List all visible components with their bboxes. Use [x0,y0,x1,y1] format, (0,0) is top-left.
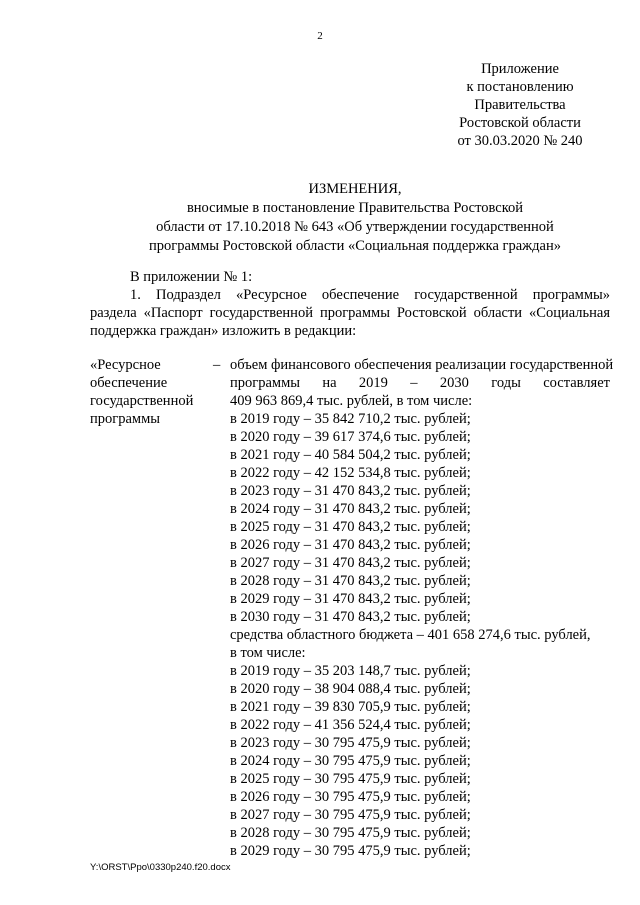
intro-line: В приложении № 1: [130,269,253,285]
document-title: ИЗМЕНЕНИЯ, [308,181,402,197]
regional-year-line: в 2024 году – 30 795 475,9 тыс. рублей; [230,753,471,769]
total-year-line: в 2025 году – 31 470 843,2 тыс. рублей; [230,519,471,535]
total-year-line: в 2028 году – 31 470 843,2 тыс. рублей; [230,573,471,589]
regional-year-line: в 2020 году – 38 904 088,4 тыс. рублей; [230,681,471,697]
total-year-line: в 2019 году – 35 842 710,2 тыс. рублей; [230,411,471,427]
total-year-line: в 2029 году – 31 470 843,2 тыс. рублей; [230,591,471,607]
file-path-footer: Y:\ORST\Ppo\0330p240.f20.docx [90,862,231,873]
total-year-line: в 2021 году – 40 584 504,2 тыс. рублей; [230,447,471,463]
heading-line: области от 17.10.2018 № 643 «Об утверждении государственной [156,219,554,235]
resource-label [90,356,200,428]
appendix-line: Ростовской области [459,115,581,131]
appendix-line: Приложение [481,61,559,77]
total-year-line: в 2030 году – 31 470 843,2 тыс. рублей; [230,609,471,625]
appendix-line: от 30.03.2020 № 240 [457,133,583,149]
document-heading [0,180,640,256]
regional-year-line: в 2029 году – 30 795 475,9 тыс. рублей; [230,843,471,859]
label-line: обеспечение [90,375,168,391]
regional-year-line: в 2026 году – 30 795 475,9 тыс. рублей; [230,789,471,805]
regional-year-line: в 2023 году – 30 795 475,9 тыс. рублей; [230,735,471,751]
separator-dash: – [213,357,221,373]
page-number: 2 [317,30,323,42]
total-year-line: в 2026 году – 31 470 843,2 тыс. рублей; [230,537,471,553]
total-year-line: в 2022 году – 42 152 534,8 тыс. рублей; [230,465,471,481]
intro-paragraph [90,268,610,340]
intro-line: раздела «Паспорт государственной программы Ростовской области «Социальная [90,305,610,321]
regional-line: средства областного бюджета – 401 658 274,6 тыс. рублей, [230,627,591,643]
appendix-line: к постановлению [466,79,574,95]
regional-year-line: в 2021 году – 39 830 705,9 тыс. рублей; [230,699,471,715]
total-line: программы на 2019 – 2030 годы составляет [230,375,610,391]
regional-year-line: в 2019 году – 35 203 148,7 тыс. рублей; [230,663,471,679]
appendix-line: Правительства [474,97,566,113]
label-line: «Ресурсное [90,357,161,373]
appendix-block [440,60,600,150]
intro-line: поддержка граждан» изложить в редакции: [90,323,357,339]
funding-details [230,356,614,860]
label-line: программы [90,411,160,427]
heading-line: программы Ростовской области «Социальная поддержка граждан» [149,238,561,254]
regional-year-line: в 2022 году – 41 356 524,4 тыс. рублей; [230,717,471,733]
total-year-line: в 2024 году – 31 470 843,2 тыс. рублей; [230,501,471,517]
regional-year-line: в 2028 году – 30 795 475,9 тыс. рублей; [230,825,471,841]
intro-line: 1. Подраздел «Ресурсное обеспечение государственной программы» [130,287,610,303]
heading-line: вносимые в постановление Правительства Ростовской [186,200,524,216]
regional-year-line: в 2025 году – 30 795 475,9 тыс. рублей; [230,771,471,787]
regional-year-line: в 2027 году – 30 795 475,9 тыс. рублей; [230,807,471,823]
total-line: объем финансового обеспечения реализации государственной [230,357,614,373]
label-line: государственной [90,393,194,409]
total-year-line: в 2027 году – 31 470 843,2 тыс. рублей; [230,555,471,571]
total-year-line: в 2020 году – 39 617 374,6 тыс. рублей; [230,429,471,445]
total-line: 409 963 869,4 тыс. рублей, в том числе: [230,393,473,409]
regional-line: в том числе: [230,645,306,661]
total-year-line: в 2023 году – 31 470 843,2 тыс. рублей; [230,483,471,499]
